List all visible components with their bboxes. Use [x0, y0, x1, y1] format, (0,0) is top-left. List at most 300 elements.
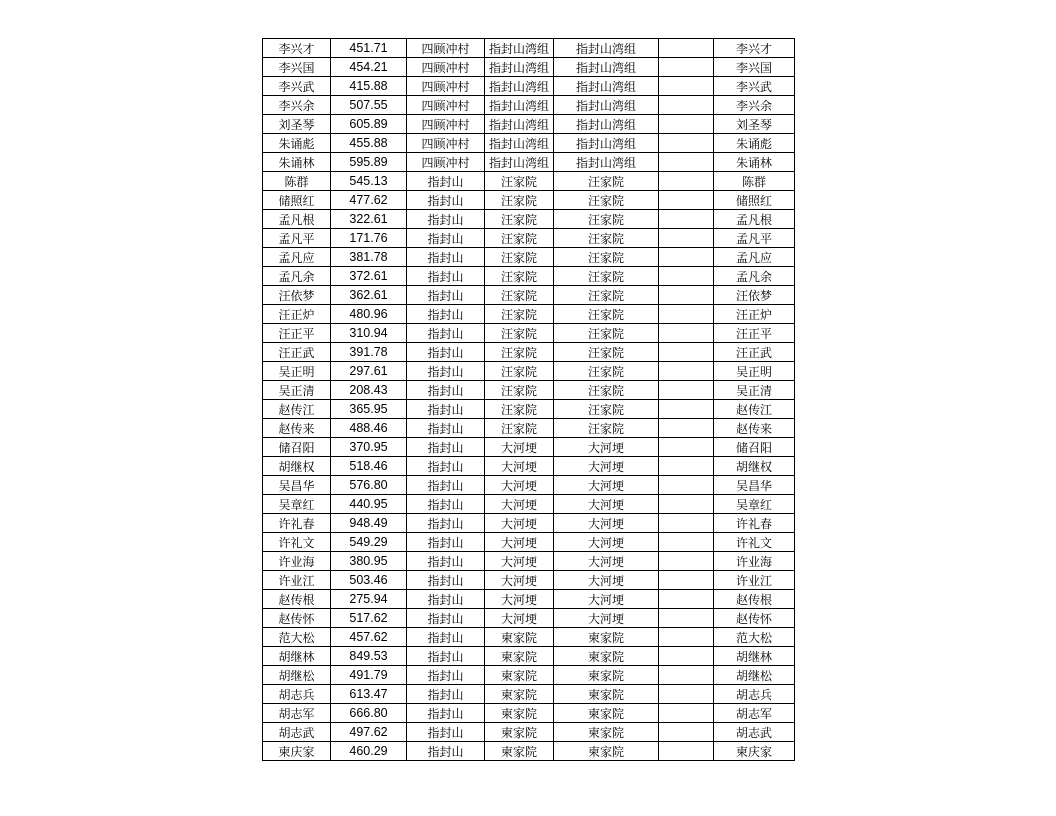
table-row	[263, 77, 795, 96]
subgroup-cell[interactable]: 柬家院	[554, 723, 659, 742]
village-cell[interactable]: 指封山	[407, 400, 485, 419]
table-row	[263, 172, 795, 191]
village-cell[interactable]: 指封山	[407, 742, 485, 761]
blank-cell[interactable]	[659, 742, 714, 761]
name-cell[interactable]: 许礼文	[263, 533, 331, 552]
village-cell[interactable]: 指封山	[407, 267, 485, 286]
name-cell[interactable]: 李兴才	[263, 39, 331, 58]
table-row	[263, 552, 795, 571]
area-cell[interactable]: 391.78	[331, 343, 407, 362]
blank-cell[interactable]	[659, 457, 714, 476]
subgroup-cell[interactable]: 指封山湾组	[554, 58, 659, 77]
area-cell[interactable]: 370.95	[331, 438, 407, 457]
area-cell[interactable]: 477.62	[331, 191, 407, 210]
area-cell[interactable]: 518.46	[331, 457, 407, 476]
owner-cell[interactable]: 孟凡余	[714, 267, 795, 286]
name-cell[interactable]: 胡志兵	[263, 685, 331, 704]
subgroup-cell[interactable]: 汪家院	[554, 400, 659, 419]
village-cell[interactable]: 四顾冲村	[407, 77, 485, 96]
group-cell[interactable]: 大河埂	[485, 552, 554, 571]
name-cell[interactable]: 汪正武	[263, 343, 331, 362]
blank-cell[interactable]	[659, 419, 714, 438]
table-row	[263, 96, 795, 115]
table-row	[263, 153, 795, 172]
owner-cell[interactable]: 孟凡应	[714, 248, 795, 267]
group-cell[interactable]: 汪家院	[485, 362, 554, 381]
group-cell[interactable]: 汪家院	[485, 248, 554, 267]
name-cell[interactable]: 刘圣琴	[263, 115, 331, 134]
table-row	[263, 58, 795, 77]
owner-cell[interactable]: 胡志武	[714, 723, 795, 742]
group-cell[interactable]: 大河埂	[485, 514, 554, 533]
owner-cell[interactable]: 胡继林	[714, 647, 795, 666]
subgroup-cell[interactable]: 大河埂	[554, 590, 659, 609]
blank-cell[interactable]	[659, 552, 714, 571]
table-row	[263, 229, 795, 248]
blank-cell[interactable]	[659, 172, 714, 191]
blank-cell[interactable]	[659, 248, 714, 267]
blank-cell[interactable]	[659, 58, 714, 77]
group-cell[interactable]: 柬家院	[485, 647, 554, 666]
subgroup-cell[interactable]: 汪家院	[554, 267, 659, 286]
area-cell[interactable]: 362.61	[331, 286, 407, 305]
area-cell[interactable]: 451.71	[331, 39, 407, 58]
blank-cell[interactable]	[659, 305, 714, 324]
subgroup-cell[interactable]: 指封山湾组	[554, 96, 659, 115]
owner-cell[interactable]: 陈群	[714, 172, 795, 191]
subgroup-cell[interactable]: 汪家院	[554, 324, 659, 343]
owner-cell[interactable]: 汪依梦	[714, 286, 795, 305]
owner-cell[interactable]: 范大松	[714, 628, 795, 647]
owner-cell[interactable]: 朱诵彪	[714, 134, 795, 153]
blank-cell[interactable]	[659, 96, 714, 115]
group-cell[interactable]: 柬家院	[485, 666, 554, 685]
name-cell[interactable]: 孟凡根	[263, 210, 331, 229]
owner-cell[interactable]: 赵传江	[714, 400, 795, 419]
village-cell[interactable]: 指封山	[407, 191, 485, 210]
owner-cell[interactable]: 储照红	[714, 191, 795, 210]
name-cell[interactable]: 许礼春	[263, 514, 331, 533]
group-cell[interactable]: 大河埂	[485, 571, 554, 590]
owner-cell[interactable]: 许业海	[714, 552, 795, 571]
area-cell[interactable]: 380.95	[331, 552, 407, 571]
subgroup-cell[interactable]: 指封山湾组	[554, 153, 659, 172]
group-cell[interactable]: 大河埂	[485, 438, 554, 457]
name-cell[interactable]: 储召阳	[263, 438, 331, 457]
table-row	[263, 210, 795, 229]
name-cell[interactable]: 朱诵林	[263, 153, 331, 172]
owner-cell[interactable]: 赵传根	[714, 590, 795, 609]
owner-cell[interactable]: 吴正明	[714, 362, 795, 381]
village-cell[interactable]: 指封山	[407, 210, 485, 229]
name-cell[interactable]: 李兴余	[263, 96, 331, 115]
group-cell[interactable]: 指封山湾组	[485, 96, 554, 115]
village-cell[interactable]: 四顾冲村	[407, 58, 485, 77]
group-cell[interactable]: 指封山湾组	[485, 77, 554, 96]
group-cell[interactable]: 汪家院	[485, 267, 554, 286]
name-cell[interactable]: 胡继权	[263, 457, 331, 476]
blank-cell[interactable]	[659, 685, 714, 704]
table-row	[263, 324, 795, 343]
owner-cell[interactable]: 李兴余	[714, 96, 795, 115]
group-cell[interactable]: 汪家院	[485, 343, 554, 362]
subgroup-cell[interactable]: 柬家院	[554, 742, 659, 761]
subgroup-cell[interactable]: 大河埂	[554, 476, 659, 495]
area-cell[interactable]: 576.80	[331, 476, 407, 495]
subgroup-cell[interactable]: 指封山湾组	[554, 115, 659, 134]
group-cell[interactable]: 柬家院	[485, 704, 554, 723]
area-cell[interactable]: 208.43	[331, 381, 407, 400]
area-cell[interactable]: 503.46	[331, 571, 407, 590]
name-cell[interactable]: 胡志军	[263, 704, 331, 723]
group-cell[interactable]: 指封山湾组	[485, 39, 554, 58]
name-cell[interactable]: 李兴国	[263, 58, 331, 77]
subgroup-cell[interactable]: 大河埂	[554, 609, 659, 628]
area-cell[interactable]: 497.62	[331, 723, 407, 742]
village-cell[interactable]: 指封山	[407, 381, 485, 400]
owner-cell[interactable]: 孟凡根	[714, 210, 795, 229]
subgroup-cell[interactable]: 柬家院	[554, 666, 659, 685]
village-cell[interactable]: 指封山	[407, 495, 485, 514]
name-cell[interactable]: 汪正炉	[263, 305, 331, 324]
village-cell[interactable]: 指封山	[407, 533, 485, 552]
table-row	[263, 438, 795, 457]
village-cell[interactable]: 指封山	[407, 457, 485, 476]
table-row	[263, 590, 795, 609]
owner-cell[interactable]: 胡志军	[714, 704, 795, 723]
owner-cell[interactable]: 朱诵林	[714, 153, 795, 172]
subgroup-cell[interactable]: 汪家院	[554, 229, 659, 248]
area-cell[interactable]: 297.61	[331, 362, 407, 381]
subgroup-cell[interactable]: 汪家院	[554, 419, 659, 438]
group-cell[interactable]: 汪家院	[485, 191, 554, 210]
village-cell[interactable]: 四顾冲村	[407, 115, 485, 134]
village-cell[interactable]: 四顾冲村	[407, 134, 485, 153]
area-cell[interactable]: 454.21	[331, 58, 407, 77]
subgroup-cell[interactable]: 柬家院	[554, 685, 659, 704]
owner-cell[interactable]: 汪正武	[714, 343, 795, 362]
area-cell[interactable]: 171.76	[331, 229, 407, 248]
area-cell[interactable]: 849.53	[331, 647, 407, 666]
blank-cell[interactable]	[659, 286, 714, 305]
table-row	[263, 39, 795, 58]
village-cell[interactable]: 指封山	[407, 229, 485, 248]
name-cell[interactable]: 吴正清	[263, 381, 331, 400]
village-cell[interactable]: 指封山	[407, 723, 485, 742]
name-cell[interactable]: 赵传怀	[263, 609, 331, 628]
subgroup-cell[interactable]: 汪家院	[554, 286, 659, 305]
blank-cell[interactable]	[659, 571, 714, 590]
owner-cell[interactable]: 孟凡平	[714, 229, 795, 248]
village-cell[interactable]: 四顾冲村	[407, 153, 485, 172]
group-cell[interactable]: 柬家院	[485, 685, 554, 704]
village-cell[interactable]: 指封山	[407, 590, 485, 609]
village-cell[interactable]: 指封山	[407, 305, 485, 324]
owner-cell[interactable]: 吴章红	[714, 495, 795, 514]
group-cell[interactable]: 柬家院	[485, 628, 554, 647]
group-cell[interactable]: 汪家院	[485, 172, 554, 191]
name-cell[interactable]: 孟凡余	[263, 267, 331, 286]
area-cell[interactable]: 480.96	[331, 305, 407, 324]
subgroup-cell[interactable]: 大河埂	[554, 495, 659, 514]
village-cell[interactable]: 指封山	[407, 343, 485, 362]
blank-cell[interactable]	[659, 324, 714, 343]
village-cell[interactable]: 指封山	[407, 476, 485, 495]
blank-cell[interactable]	[659, 476, 714, 495]
group-cell[interactable]: 大河埂	[485, 476, 554, 495]
table-row	[263, 514, 795, 533]
table-row	[263, 723, 795, 742]
blank-cell[interactable]	[659, 495, 714, 514]
table-body	[263, 39, 795, 761]
village-cell[interactable]: 指封山	[407, 628, 485, 647]
owner-cell[interactable]: 储召阳	[714, 438, 795, 457]
village-cell[interactable]: 指封山	[407, 666, 485, 685]
village-cell[interactable]: 指封山	[407, 552, 485, 571]
area-cell[interactable]: 322.61	[331, 210, 407, 229]
group-cell[interactable]: 柬家院	[485, 723, 554, 742]
blank-cell[interactable]	[659, 438, 714, 457]
village-cell[interactable]: 指封山	[407, 609, 485, 628]
blank-cell[interactable]	[659, 210, 714, 229]
area-cell[interactable]: 310.94	[331, 324, 407, 343]
blank-cell[interactable]	[659, 267, 714, 286]
group-cell[interactable]: 汪家院	[485, 229, 554, 248]
area-cell[interactable]: 613.47	[331, 685, 407, 704]
subgroup-cell[interactable]: 大河埂	[554, 533, 659, 552]
group-cell[interactable]: 大河埂	[485, 495, 554, 514]
blank-cell[interactable]	[659, 39, 714, 58]
village-cell[interactable]: 四顾冲村	[407, 96, 485, 115]
blank-cell[interactable]	[659, 590, 714, 609]
table-row	[263, 248, 795, 267]
subgroup-cell[interactable]: 大河埂	[554, 571, 659, 590]
table-row	[263, 647, 795, 666]
blank-cell[interactable]	[659, 153, 714, 172]
blank-cell[interactable]	[659, 533, 714, 552]
owner-cell[interactable]: 吴昌华	[714, 476, 795, 495]
blank-cell[interactable]	[659, 704, 714, 723]
owner-cell[interactable]: 李兴国	[714, 58, 795, 77]
subgroup-cell[interactable]: 指封山湾组	[554, 134, 659, 153]
village-cell[interactable]: 四顾冲村	[407, 39, 485, 58]
blank-cell[interactable]	[659, 134, 714, 153]
group-cell[interactable]: 汪家院	[485, 400, 554, 419]
area-cell[interactable]: 595.89	[331, 153, 407, 172]
area-cell[interactable]: 460.29	[331, 742, 407, 761]
group-cell[interactable]: 汪家院	[485, 324, 554, 343]
blank-cell[interactable]	[659, 381, 714, 400]
blank-cell[interactable]	[659, 514, 714, 533]
area-cell[interactable]: 440.95	[331, 495, 407, 514]
subgroup-cell[interactable]: 柬家院	[554, 647, 659, 666]
subgroup-cell[interactable]: 汪家院	[554, 248, 659, 267]
subgroup-cell[interactable]: 汪家院	[554, 210, 659, 229]
area-cell[interactable]: 605.89	[331, 115, 407, 134]
table-row	[263, 419, 795, 438]
table-row	[263, 381, 795, 400]
subgroup-cell[interactable]: 汪家院	[554, 172, 659, 191]
group-cell[interactable]: 汪家院	[485, 210, 554, 229]
blank-cell[interactable]	[659, 229, 714, 248]
blank-cell[interactable]	[659, 362, 714, 381]
table-row	[263, 305, 795, 324]
village-cell[interactable]: 指封山	[407, 514, 485, 533]
name-cell[interactable]: 赵传根	[263, 590, 331, 609]
blank-cell[interactable]	[659, 647, 714, 666]
name-cell[interactable]: 汪依梦	[263, 286, 331, 305]
village-cell[interactable]: 指封山	[407, 248, 485, 267]
village-cell[interactable]: 指封山	[407, 571, 485, 590]
name-cell[interactable]: 范大松	[263, 628, 331, 647]
group-cell[interactable]: 指封山湾组	[485, 134, 554, 153]
area-cell[interactable]: 457.62	[331, 628, 407, 647]
village-cell[interactable]: 指封山	[407, 438, 485, 457]
village-cell[interactable]: 指封山	[407, 172, 485, 191]
owner-cell[interactable]: 李兴武	[714, 77, 795, 96]
subgroup-cell[interactable]: 指封山湾组	[554, 39, 659, 58]
group-cell[interactable]: 指封山湾组	[485, 58, 554, 77]
subgroup-cell[interactable]: 柬家院	[554, 704, 659, 723]
name-cell[interactable]: 汪正平	[263, 324, 331, 343]
owner-cell[interactable]: 许业江	[714, 571, 795, 590]
name-cell[interactable]: 储照红	[263, 191, 331, 210]
owner-cell[interactable]: 柬庆家	[714, 742, 795, 761]
group-cell[interactable]: 指封山湾组	[485, 153, 554, 172]
area-cell[interactable]: 415.88	[331, 77, 407, 96]
table-row	[263, 343, 795, 362]
name-cell[interactable]: 许业江	[263, 571, 331, 590]
name-cell[interactable]: 孟凡平	[263, 229, 331, 248]
village-cell[interactable]: 指封山	[407, 685, 485, 704]
group-cell[interactable]: 汪家院	[485, 381, 554, 400]
village-cell[interactable]: 指封山	[407, 324, 485, 343]
area-cell[interactable]: 372.61	[331, 267, 407, 286]
table-row	[263, 742, 795, 761]
area-cell[interactable]: 545.13	[331, 172, 407, 191]
subgroup-cell[interactable]: 汪家院	[554, 191, 659, 210]
group-cell[interactable]: 大河埂	[485, 609, 554, 628]
area-cell[interactable]: 365.95	[331, 400, 407, 419]
subgroup-cell[interactable]: 大河埂	[554, 514, 659, 533]
area-cell[interactable]: 275.94	[331, 590, 407, 609]
subgroup-cell[interactable]: 大河埂	[554, 457, 659, 476]
name-cell[interactable]: 赵传来	[263, 419, 331, 438]
owner-cell[interactable]: 汪正炉	[714, 305, 795, 324]
table-row	[263, 571, 795, 590]
name-cell[interactable]: 赵传江	[263, 400, 331, 419]
name-cell[interactable]: 胡志武	[263, 723, 331, 742]
owner-cell[interactable]: 许礼文	[714, 533, 795, 552]
name-cell[interactable]: 孟凡应	[263, 248, 331, 267]
name-cell[interactable]: 许业海	[263, 552, 331, 571]
area-cell[interactable]: 666.80	[331, 704, 407, 723]
blank-cell[interactable]	[659, 666, 714, 685]
subgroup-cell[interactable]: 指封山湾组	[554, 77, 659, 96]
table-row	[263, 628, 795, 647]
table-row	[263, 134, 795, 153]
name-cell[interactable]: 柬庆家	[263, 742, 331, 761]
blank-cell[interactable]	[659, 723, 714, 742]
name-cell[interactable]: 胡继林	[263, 647, 331, 666]
subgroup-cell[interactable]: 汪家院	[554, 305, 659, 324]
owner-cell[interactable]: 胡志兵	[714, 685, 795, 704]
subgroup-cell[interactable]: 大河埂	[554, 552, 659, 571]
owner-cell[interactable]: 赵传来	[714, 419, 795, 438]
area-cell[interactable]: 517.62	[331, 609, 407, 628]
name-cell[interactable]: 吴昌华	[263, 476, 331, 495]
group-cell[interactable]: 汪家院	[485, 419, 554, 438]
area-cell[interactable]: 491.79	[331, 666, 407, 685]
group-cell[interactable]: 汪家院	[485, 286, 554, 305]
blank-cell[interactable]	[659, 191, 714, 210]
name-cell[interactable]: 朱诵彪	[263, 134, 331, 153]
owner-cell[interactable]: 李兴才	[714, 39, 795, 58]
group-cell[interactable]: 指封山湾组	[485, 115, 554, 134]
table-row	[263, 704, 795, 723]
group-cell[interactable]: 柬家院	[485, 742, 554, 761]
area-cell[interactable]: 455.88	[331, 134, 407, 153]
owner-cell[interactable]: 胡继松	[714, 666, 795, 685]
blank-cell[interactable]	[659, 609, 714, 628]
owner-cell[interactable]: 汪正平	[714, 324, 795, 343]
table-row	[263, 609, 795, 628]
village-cell[interactable]: 指封山	[407, 647, 485, 666]
blank-cell[interactable]	[659, 77, 714, 96]
table-row	[263, 400, 795, 419]
area-cell[interactable]: 488.46	[331, 419, 407, 438]
owner-cell[interactable]: 许礼春	[714, 514, 795, 533]
table-row	[263, 362, 795, 381]
group-cell[interactable]: 汪家院	[485, 305, 554, 324]
name-cell[interactable]: 陈群	[263, 172, 331, 191]
spreadsheet-page	[262, 38, 795, 761]
table-row	[263, 685, 795, 704]
owner-cell[interactable]: 吴正清	[714, 381, 795, 400]
group-cell[interactable]: 大河埂	[485, 457, 554, 476]
group-cell[interactable]: 大河埂	[485, 590, 554, 609]
name-cell[interactable]: 吴章红	[263, 495, 331, 514]
blank-cell[interactable]	[659, 400, 714, 419]
area-cell[interactable]: 381.78	[331, 248, 407, 267]
blank-cell[interactable]	[659, 628, 714, 647]
subgroup-cell[interactable]: 汪家院	[554, 343, 659, 362]
area-cell[interactable]: 948.49	[331, 514, 407, 533]
owner-cell[interactable]: 胡继权	[714, 457, 795, 476]
village-cell[interactable]: 指封山	[407, 704, 485, 723]
village-cell[interactable]: 指封山	[407, 362, 485, 381]
subgroup-cell[interactable]: 汪家院	[554, 362, 659, 381]
group-cell[interactable]: 大河埂	[485, 533, 554, 552]
village-cell[interactable]: 指封山	[407, 286, 485, 305]
subgroup-cell[interactable]: 大河埂	[554, 438, 659, 457]
data-table	[262, 38, 795, 761]
table-row	[263, 457, 795, 476]
subgroup-cell[interactable]: 柬家院	[554, 628, 659, 647]
owner-cell[interactable]: 赵传怀	[714, 609, 795, 628]
name-cell[interactable]: 李兴武	[263, 77, 331, 96]
owner-cell[interactable]: 刘圣琴	[714, 115, 795, 134]
name-cell[interactable]: 胡继松	[263, 666, 331, 685]
subgroup-cell[interactable]: 汪家院	[554, 381, 659, 400]
name-cell[interactable]: 吴正明	[263, 362, 331, 381]
blank-cell[interactable]	[659, 115, 714, 134]
area-cell[interactable]: 507.55	[331, 96, 407, 115]
area-cell[interactable]: 549.29	[331, 533, 407, 552]
table-row	[263, 533, 795, 552]
village-cell[interactable]: 指封山	[407, 419, 485, 438]
blank-cell[interactable]	[659, 343, 714, 362]
